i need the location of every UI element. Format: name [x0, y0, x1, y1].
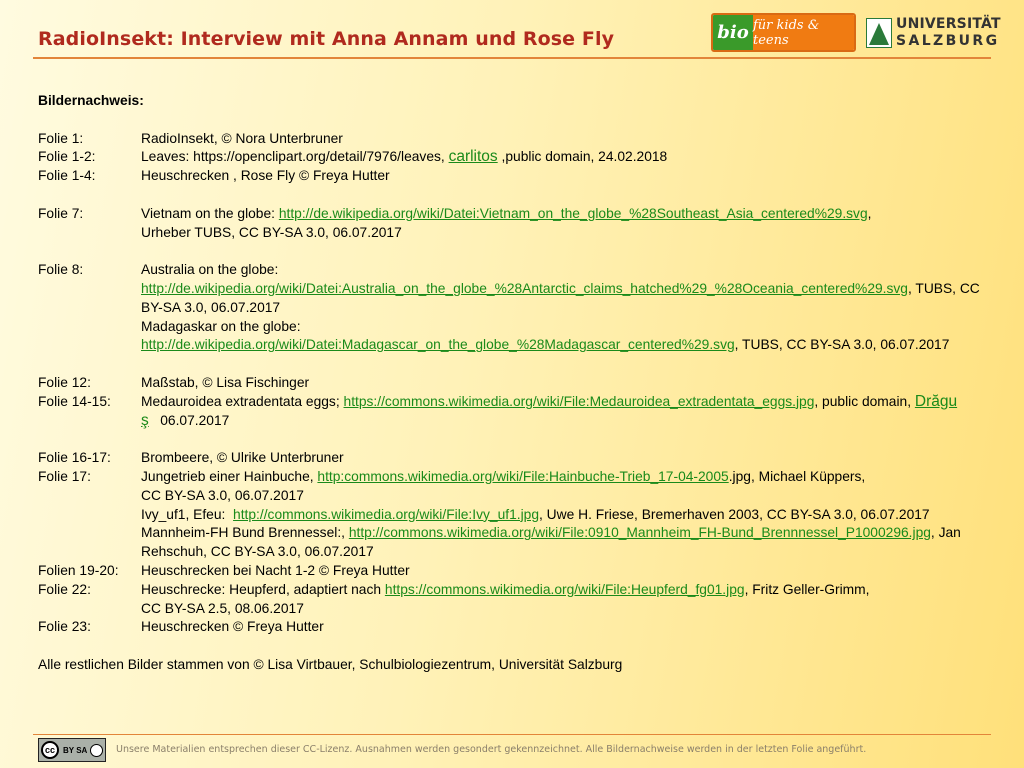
slide-label: Folie 23:	[38, 619, 91, 635]
slide-label: Folie 8:	[38, 262, 84, 278]
credit-text-part: , TUBS, CC BY-SA 3.0, 06.07.2017	[734, 337, 950, 353]
credit-row	[38, 393, 998, 431]
credit-text	[141, 205, 998, 243]
credit-text-part: 06.07.2017	[160, 412, 230, 428]
credit-text-part: Medauroidea extradentata eggs;	[141, 393, 340, 409]
credit-text-part: Australia on the globe:	[141, 262, 279, 278]
bio-kids-logo	[711, 13, 856, 52]
credit-text: Heuschrecken © Freya Hutter	[141, 619, 324, 635]
source-link[interactable]: http://commons.wikimedia.org/wiki/File:0910_Mannheim_FH-Bund_Brennnessel_P1000296.jpg	[348, 525, 931, 541]
credit-text-part: Leaves: https://openclipart.org/detail/7976/leaves,	[141, 149, 445, 165]
credit-text: Heuschrecken bei Nacht 1-2 © Freya Hutter	[141, 562, 410, 578]
credit-text-part: Vietnam on the globe:	[141, 205, 275, 221]
credit-text	[141, 581, 998, 619]
attribution-icon	[90, 744, 103, 757]
footer-license-note: Unsere Materialien entsprechen dieser CC-Lizenz. Ausnahmen werden gesondert gekennzeichnet. Alle Bildernachweise werden in der letzten Folie angeführt.	[116, 744, 867, 755]
credit-text-part: Madagaskar on the globe:	[141, 318, 301, 334]
credit-text-part: .jpg, Michael Küppers,	[728, 468, 866, 484]
credits-content	[38, 92, 998, 675]
slide-label: Folie 1-4:	[38, 168, 96, 184]
cc-license-badge	[38, 738, 106, 762]
credit-text: Maßstab, © Lisa Fischinger	[141, 374, 310, 390]
slide-label: Folie 12:	[38, 374, 91, 390]
cc-by-sa-label: BY SA	[63, 745, 88, 755]
credit-text: RadioInsekt, © Nora Unterbruner	[141, 130, 343, 146]
credit-text-part: , public domain,	[814, 393, 912, 409]
source-link[interactable]: https://commons.wikimedia.org/wiki/File:Heupferd_fg01.jpg	[384, 581, 745, 597]
credit-row	[38, 449, 998, 468]
source-link[interactable]: http:commons.wikimedia.org/wiki/File:Hainbuche-Trieb_17-04-2005	[317, 468, 729, 484]
credit-row	[38, 205, 998, 243]
kids-teens-logo-text: für kids & teens	[753, 15, 854, 50]
credit-text	[141, 468, 998, 562]
credit-text-part: CC BY-SA 2.5, 08.06.2017	[141, 600, 304, 616]
credit-text-part: , Jan Rehschuh, CC BY-SA 3.0, 06.07.2017	[141, 525, 961, 560]
university-logo	[866, 16, 1001, 52]
footer-divider	[33, 734, 991, 735]
credit-text-part: ,public domain, 24.02.2018	[501, 149, 668, 165]
slide-label: Folie 14-15:	[38, 393, 111, 409]
credit-row	[38, 581, 998, 619]
credit-text-part: , Uwe H. Friese, Bremerhaven 2003, CC BY-SA 3.0, 06.07.2017	[539, 506, 930, 522]
credit-text	[141, 261, 998, 355]
credit-row	[38, 261, 998, 355]
credit-text	[141, 148, 998, 167]
page-title: RadioInsekt: Interview mit Anna Annam und Rose Fly	[38, 28, 615, 50]
university-name-line1: UNIVERSITÄT	[896, 16, 1001, 32]
slide-label: Folien 19-20:	[38, 562, 119, 578]
slide-label: Folie 1-2:	[38, 149, 96, 165]
credit-text-part: , Fritz Geller-Grimm,	[744, 581, 870, 597]
source-link[interactable]: https://commons.wikimedia.org/wiki/File:Medauroidea_extradentata_eggs.jpg	[343, 393, 815, 409]
source-link[interactable]: http://de.wikipedia.org/wiki/Datei:Australia_on_the_globe_%28Antarctic_claims_hatched%29_%28Oceania_centered%29.svg	[141, 280, 908, 296]
slide-label: Folie 17:	[38, 468, 91, 484]
credit-row	[38, 468, 998, 562]
slide-label: Folie 16-17:	[38, 450, 111, 466]
bio-logo-text: bio	[713, 15, 753, 50]
credit-text-part: Jungetrieb einer Hainbuche,	[141, 468, 314, 484]
credit-row	[38, 167, 998, 186]
university-name-line2: SALZBURG	[896, 33, 1000, 49]
credit-text-part: Ivy_uf1, Efeu:	[141, 506, 226, 522]
credit-text-part: , TUBS, CC BY-SA 3.0, 06.07.2017	[141, 280, 980, 315]
slide-label: Folie 22:	[38, 581, 91, 597]
credit-row	[38, 562, 998, 581]
title-divider	[33, 57, 991, 59]
author-link[interactable]: carlitos	[448, 148, 498, 166]
credit-text-part: Urheber TUBS, CC BY-SA 3.0, 06.07.2017	[141, 224, 402, 240]
credit-row	[38, 148, 998, 167]
credits-heading: Bildernachweis:	[38, 93, 144, 108]
cc-icon: cc	[41, 741, 59, 759]
credit-row	[38, 130, 998, 149]
credit-text-part: Heuschrecke: Heupferd, adaptiert nach	[141, 581, 382, 597]
credit-text-part: CC BY-SA 3.0, 06.07.2017	[141, 487, 304, 503]
credit-text: Brombeere, © Ulrike Unterbruner	[141, 450, 344, 466]
slide-label: Folie 7:	[38, 205, 84, 221]
source-link[interactable]: http://de.wikipedia.org/wiki/Datei:Madagascar_on_the_globe_%28Madagascar_centered%29.svg	[141, 337, 735, 353]
credit-text-part: ,	[867, 205, 872, 221]
source-link[interactable]: http://de.wikipedia.org/wiki/Datei:Vietnam_on_the_globe_%28Southeast_Asia_centered%29.svg	[278, 205, 868, 221]
final-credit-note: Alle restlichen Bilder stammen von © Lisa Virtbauer, Schulbiologiezentrum, Universität Salzburg	[38, 656, 623, 672]
slide-label: Folie 1:	[38, 130, 84, 146]
credit-text-part: Mannheim-FH Bund Brennessel:,	[141, 525, 345, 541]
credit-row	[38, 618, 998, 637]
university-emblem-icon	[866, 18, 892, 48]
source-link[interactable]: http://commons.wikimedia.org/wiki/File:Ivy_uf1.jpg	[233, 506, 539, 522]
author-link[interactable]: Drăguş	[141, 392, 958, 429]
credit-row	[38, 374, 998, 393]
credit-text: Heuschrecken , Rose Fly © Freya Hutter	[141, 168, 390, 184]
credit-text	[141, 393, 998, 431]
